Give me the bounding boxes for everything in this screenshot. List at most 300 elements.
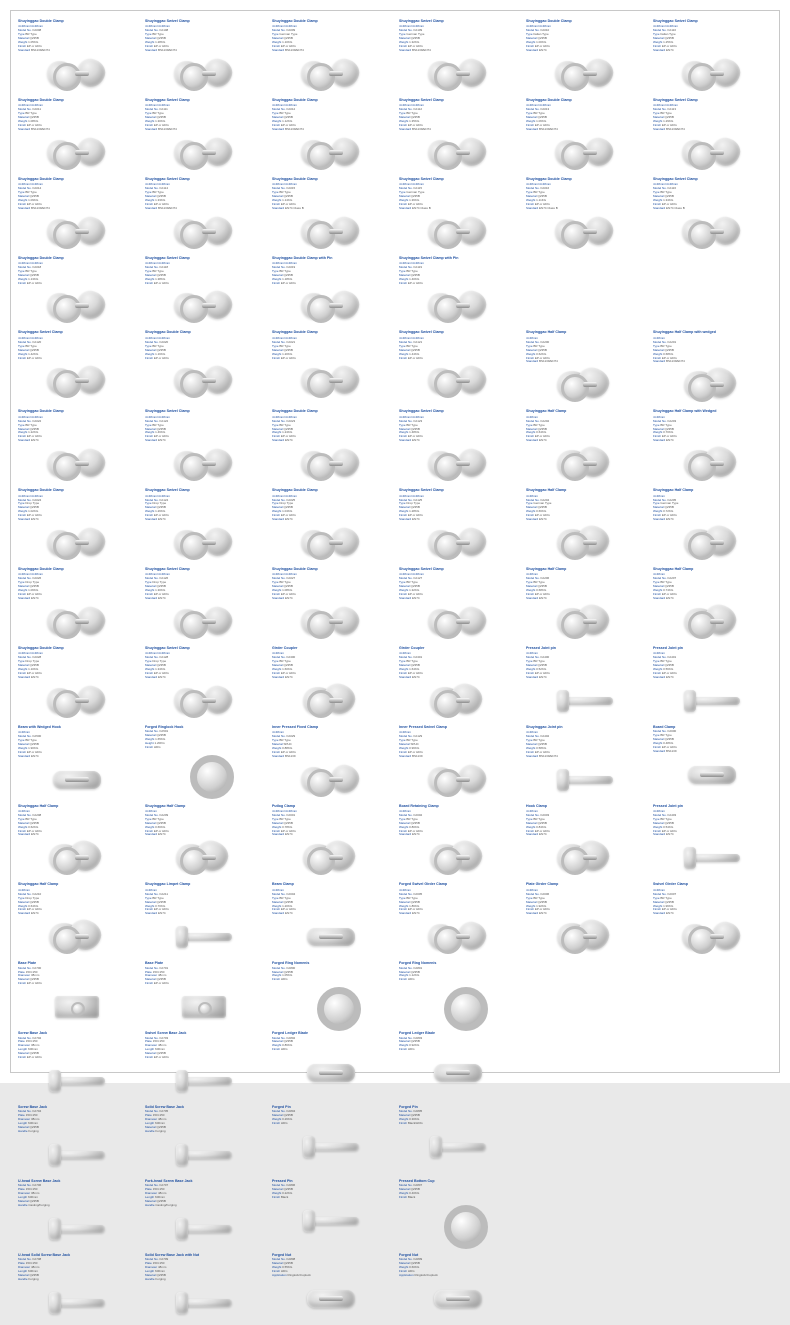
spec-value: BR Type bbox=[152, 343, 164, 348]
spec-key: Material bbox=[526, 36, 537, 41]
product-cell[interactable] bbox=[15, 1103, 140, 1177]
product-cell[interactable] bbox=[15, 96, 140, 175]
product-spec-row bbox=[272, 128, 391, 132]
product-cell[interactable] bbox=[15, 175, 140, 254]
spec-value: Q235B bbox=[156, 193, 166, 198]
product-cell[interactable] bbox=[269, 1029, 394, 1103]
spec-value: 48mm bbox=[158, 1117, 167, 1122]
spec-key: Weight bbox=[526, 197, 536, 202]
spec-key: Material bbox=[272, 426, 283, 431]
spec-key: Standard bbox=[526, 205, 539, 210]
spec-value: BR Type bbox=[406, 111, 418, 116]
product-cell[interactable] bbox=[142, 880, 267, 959]
spec-value: FA403 bbox=[667, 812, 677, 817]
spec-key: Type bbox=[526, 895, 533, 900]
product-cell[interactable] bbox=[523, 644, 648, 723]
spec-key: Type bbox=[526, 111, 533, 116]
product-title: Pressed Joint pin bbox=[653, 803, 683, 808]
spec-key: Type bbox=[18, 580, 25, 585]
product-subtitle: 4×48mm bbox=[526, 887, 539, 892]
product-cell[interactable] bbox=[269, 96, 394, 175]
spec-key: Standard bbox=[272, 911, 285, 916]
product-cell[interactable] bbox=[523, 407, 648, 486]
product-photo bbox=[18, 838, 137, 878]
spec-value: 0.74KG bbox=[663, 588, 674, 593]
product-title: Shuyinggao Half Clamp bbox=[526, 409, 567, 414]
product-cell[interactable] bbox=[15, 802, 140, 881]
product-cell[interactable] bbox=[396, 254, 521, 329]
product-cell[interactable] bbox=[269, 1177, 394, 1251]
spec-key: Finish bbox=[653, 434, 662, 439]
spec-value: 48mm bbox=[158, 973, 167, 978]
product-photo bbox=[653, 444, 772, 484]
spec-value: FA703 bbox=[159, 1035, 169, 1040]
spec-key: Material bbox=[272, 584, 283, 589]
spec-value: EP or HDG bbox=[407, 201, 423, 206]
spec-value: 1.20KG bbox=[282, 351, 293, 356]
product-title: Pressed Pin bbox=[272, 1178, 293, 1183]
product-subtitle: 4×48mm bbox=[526, 572, 539, 577]
product-part-icon bbox=[174, 362, 236, 400]
product-title: Shuyinggao Swivel Clamp bbox=[145, 176, 190, 181]
product-cell[interactable] bbox=[396, 175, 521, 254]
product-cell[interactable] bbox=[269, 644, 394, 723]
product-photo bbox=[18, 523, 137, 563]
spec-value: 1.42KG bbox=[28, 351, 39, 356]
product-spec-list bbox=[272, 187, 391, 210]
product-subtitle: 4×48mm bbox=[526, 651, 539, 656]
product-title: Shuyinggao Joint pin bbox=[526, 724, 563, 729]
spec-value: 150×150 bbox=[25, 1261, 38, 1265]
spec-key: Weight bbox=[526, 588, 536, 593]
spec-key: Type bbox=[18, 343, 25, 348]
product-photo bbox=[145, 751, 264, 791]
product-photo bbox=[526, 602, 645, 642]
product-cell-empty bbox=[650, 959, 775, 1029]
spec-value: BS1139/EN74 bbox=[539, 126, 558, 131]
product-photo bbox=[399, 1279, 518, 1319]
product-photo bbox=[18, 681, 137, 721]
spec-key: Type bbox=[18, 111, 25, 116]
spec-value: EP or HDG bbox=[407, 355, 423, 360]
product-photo bbox=[272, 602, 391, 642]
spec-key: Weight bbox=[18, 40, 28, 45]
product-cell[interactable] bbox=[523, 486, 648, 565]
product-cell[interactable] bbox=[269, 17, 394, 96]
spec-key: Material bbox=[272, 115, 283, 120]
spec-key: Finish bbox=[18, 122, 27, 127]
spec-key: Standard bbox=[653, 595, 666, 600]
product-cell[interactable] bbox=[396, 486, 521, 565]
product-cell[interactable] bbox=[15, 880, 140, 959]
spec-key: Type bbox=[272, 422, 279, 427]
product-cell[interactable] bbox=[650, 644, 775, 723]
spec-value: 150×150 bbox=[25, 1113, 38, 1118]
product-cell[interactable] bbox=[15, 254, 140, 329]
spec-key: Weight bbox=[399, 197, 409, 202]
product-part-icon bbox=[555, 445, 617, 483]
spec-value: 1.14KG bbox=[282, 197, 293, 202]
spec-key: Model No. bbox=[653, 107, 667, 112]
product-spec-row bbox=[272, 439, 391, 443]
spec-value: EP or HDG bbox=[534, 592, 550, 597]
product-cell[interactable] bbox=[523, 328, 648, 407]
product-spec-list bbox=[653, 341, 772, 364]
spec-key: Model No. bbox=[18, 497, 32, 502]
spec-value: Q235B bbox=[283, 505, 293, 510]
product-cell[interactable] bbox=[396, 1103, 521, 1177]
product-cell[interactable] bbox=[650, 565, 775, 644]
product-cell[interactable] bbox=[523, 802, 648, 881]
product-cell[interactable] bbox=[142, 486, 267, 565]
spec-value: 1.24KG bbox=[282, 430, 293, 435]
product-cell[interactable] bbox=[523, 96, 648, 175]
spec-value: Q235B bbox=[29, 115, 39, 120]
product-cell[interactable] bbox=[396, 802, 521, 881]
product-cell[interactable] bbox=[15, 723, 140, 802]
product-part-icon bbox=[174, 287, 236, 325]
product-cell[interactable] bbox=[15, 959, 140, 1029]
product-cell[interactable] bbox=[650, 486, 775, 565]
product-cell[interactable] bbox=[15, 328, 140, 407]
spec-value: BR Type bbox=[660, 733, 672, 737]
spec-key: Finish bbox=[399, 1194, 408, 1199]
spec-key: Weight bbox=[18, 588, 28, 593]
product-subtitle: 4×48mm/4×48mm bbox=[145, 651, 171, 656]
spec-value: 150×150 bbox=[152, 1113, 165, 1118]
spec-key: Finish bbox=[272, 828, 281, 833]
product-cell[interactable] bbox=[396, 959, 521, 1029]
product-cell[interactable] bbox=[142, 17, 267, 96]
product-cell[interactable] bbox=[650, 880, 775, 959]
spec-key: Model No. bbox=[399, 1109, 413, 1114]
product-cell[interactable] bbox=[142, 1103, 267, 1177]
spec-value: FA127 bbox=[413, 576, 423, 581]
spec-key: Model No. bbox=[399, 28, 413, 33]
product-subtitle: 4×48mm/4×48mm bbox=[272, 182, 298, 187]
spec-value: BS1139/EN74 bbox=[285, 126, 304, 131]
product-spec-row bbox=[18, 1278, 137, 1282]
product-cell[interactable] bbox=[15, 1029, 140, 1103]
product-cell[interactable] bbox=[396, 328, 521, 407]
spec-value: 48mm bbox=[158, 1191, 167, 1196]
product-subtitle: 4×48mm/4×48mm bbox=[399, 103, 425, 108]
product-subtitle: 4×48mm bbox=[526, 414, 539, 419]
spec-value: BR Type bbox=[279, 190, 291, 194]
spec-value: EN74 bbox=[158, 517, 166, 522]
product-cell[interactable] bbox=[269, 486, 394, 565]
spec-value: EN74 bbox=[666, 832, 674, 837]
spec-key: Type bbox=[18, 659, 25, 664]
spec-key: Weight bbox=[145, 509, 155, 514]
spec-key: Type bbox=[653, 895, 660, 900]
product-cell[interactable] bbox=[396, 880, 521, 959]
product-cell[interactable] bbox=[650, 328, 775, 407]
product-subtitle: 4×48mm bbox=[399, 730, 412, 735]
spec-key: Model No. bbox=[272, 339, 286, 344]
spec-key: Type bbox=[526, 816, 533, 821]
spec-key: Weight bbox=[526, 824, 536, 829]
product-cell[interactable] bbox=[650, 407, 775, 486]
spec-value: FA026 bbox=[32, 576, 42, 581]
product-photo bbox=[399, 983, 518, 1023]
product-cell[interactable] bbox=[396, 407, 521, 486]
product-spec-list bbox=[272, 1258, 391, 1278]
product-cell[interactable] bbox=[396, 565, 521, 644]
product-title: Base Plate bbox=[18, 961, 37, 966]
product-spec-list bbox=[399, 499, 518, 522]
product-cell[interactable] bbox=[396, 1029, 521, 1103]
product-photo bbox=[272, 983, 391, 1023]
product-cell[interactable] bbox=[15, 17, 140, 96]
spec-value: EP or HDG bbox=[26, 907, 42, 912]
spec-value: FA125 bbox=[413, 497, 423, 502]
spec-value: FA119 bbox=[413, 264, 422, 269]
product-spec-row bbox=[653, 912, 772, 916]
spec-key: Length bbox=[18, 1121, 28, 1126]
product-cell[interactable] bbox=[523, 175, 648, 254]
spec-key: Plate bbox=[145, 1113, 152, 1118]
product-cell[interactable] bbox=[142, 565, 267, 644]
spec-value: 0.70KG bbox=[155, 903, 166, 908]
product-cell[interactable] bbox=[15, 644, 140, 723]
product-cell[interactable] bbox=[269, 175, 394, 254]
product-cell[interactable] bbox=[142, 407, 267, 486]
spec-value: HDG bbox=[407, 977, 415, 982]
product-cell[interactable] bbox=[142, 1029, 267, 1103]
spec-key: Material bbox=[18, 1125, 29, 1130]
product-cell[interactable] bbox=[269, 1251, 394, 1325]
spec-key: Standard bbox=[526, 47, 539, 52]
spec-key: Type bbox=[653, 501, 660, 506]
product-cell[interactable] bbox=[142, 644, 267, 723]
spec-value: EN74 bbox=[666, 911, 674, 916]
product-title: Shuyinggao Double Clamp bbox=[145, 330, 191, 335]
product-photo bbox=[653, 54, 772, 94]
spec-value: BR Type bbox=[152, 422, 164, 427]
product-spec-row bbox=[145, 357, 264, 361]
product-cell[interactable] bbox=[15, 1177, 140, 1251]
spec-key: Weight bbox=[272, 588, 282, 593]
product-title: Shuyinggao Double Clamp bbox=[18, 97, 64, 102]
product-cell[interactable] bbox=[142, 723, 267, 802]
product-part-icon bbox=[555, 366, 617, 404]
spec-key: Model No. bbox=[18, 891, 32, 896]
product-cell[interactable] bbox=[15, 565, 140, 644]
spec-value: HDG bbox=[280, 1047, 288, 1052]
product-cell[interactable] bbox=[396, 644, 521, 723]
spec-value: EP or HDG bbox=[153, 280, 169, 285]
spec-value: Q235B bbox=[156, 272, 166, 277]
spec-value: Q235B bbox=[410, 663, 420, 668]
product-cell[interactable] bbox=[269, 959, 394, 1029]
product-spec-row bbox=[145, 833, 264, 837]
spec-value: EN74 Class B bbox=[412, 205, 431, 210]
product-subtitle: 4×48mm bbox=[272, 730, 285, 735]
product-part-icon bbox=[47, 524, 109, 562]
product-cell[interactable] bbox=[523, 880, 648, 959]
product-cell[interactable] bbox=[142, 1251, 267, 1325]
product-spec-list bbox=[526, 420, 645, 443]
product-cell[interactable] bbox=[269, 565, 394, 644]
spec-value: FA025 bbox=[286, 497, 296, 502]
product-part-icon bbox=[428, 362, 490, 400]
product-cell[interactable] bbox=[142, 802, 267, 881]
spec-value: EN74 bbox=[31, 911, 39, 916]
spec-key: Type bbox=[272, 343, 279, 348]
spec-value: EP or HDG bbox=[661, 670, 677, 675]
spec-key: Finish bbox=[272, 1121, 281, 1126]
product-cell[interactable] bbox=[142, 959, 267, 1029]
spec-key: Model No. bbox=[399, 264, 413, 269]
product-spec-list bbox=[145, 577, 264, 600]
spec-key: Standard bbox=[653, 359, 666, 364]
spec-value: Ringlock/Cuplock bbox=[287, 1272, 311, 1277]
spec-value: FA803 bbox=[413, 1035, 423, 1040]
spec-key: Standard bbox=[653, 674, 666, 679]
spec-value: FA402 bbox=[540, 734, 550, 739]
product-subtitle: 4×48mm bbox=[145, 887, 158, 892]
product-title: Shuyinggao Swivel Clamp bbox=[18, 330, 63, 335]
spec-value: FA704 bbox=[32, 1109, 42, 1114]
product-cell[interactable] bbox=[142, 96, 267, 175]
spec-key: Weight bbox=[653, 118, 663, 123]
product-cell[interactable] bbox=[396, 1177, 521, 1251]
spec-key: Weight bbox=[272, 40, 282, 45]
product-cell[interactable] bbox=[269, 328, 394, 407]
product-cell[interactable] bbox=[523, 565, 648, 644]
spec-value: 1.06KG bbox=[536, 118, 547, 123]
product-subtitle: 4×48mm bbox=[526, 808, 539, 813]
spec-value: Q235B bbox=[283, 1039, 293, 1044]
product-photo bbox=[399, 1053, 518, 1093]
spec-key: Material bbox=[526, 584, 537, 589]
product-cell-empty bbox=[650, 254, 775, 329]
spec-value: German Type bbox=[406, 32, 425, 37]
spec-value: EP or HDG bbox=[153, 434, 169, 439]
spec-value: EN74 bbox=[666, 595, 674, 600]
spec-key: Weight bbox=[653, 903, 663, 908]
product-part-icon bbox=[174, 682, 236, 720]
spec-value: Drop Type bbox=[279, 501, 294, 506]
spec-key: Type bbox=[272, 895, 279, 900]
spec-key: Material bbox=[145, 733, 156, 737]
product-photo bbox=[272, 1279, 391, 1319]
product-subtitle: 4×48mm bbox=[272, 887, 285, 892]
spec-value: German Type bbox=[660, 501, 679, 506]
product-spec-row bbox=[399, 912, 518, 916]
product-photo bbox=[653, 602, 772, 642]
product-spec-row bbox=[272, 1048, 391, 1052]
product-spec-list bbox=[18, 814, 137, 837]
product-cell[interactable] bbox=[396, 96, 521, 175]
product-cell[interactable] bbox=[396, 1251, 521, 1325]
product-cell[interactable] bbox=[269, 880, 394, 959]
product-part-icon bbox=[47, 1210, 109, 1248]
product-cell-empty bbox=[523, 254, 648, 329]
product-spec-list bbox=[526, 29, 645, 52]
product-cell[interactable] bbox=[15, 486, 140, 565]
product-cell[interactable] bbox=[142, 175, 267, 254]
product-subtitle: 4×48mm bbox=[399, 887, 412, 892]
product-photo bbox=[399, 1201, 518, 1241]
product-cell[interactable] bbox=[15, 1251, 140, 1325]
product-photo bbox=[399, 602, 518, 642]
spec-key: Type bbox=[272, 32, 279, 37]
product-subtitle: 4×48mm/4×48mm bbox=[18, 103, 44, 108]
product-cell[interactable] bbox=[523, 723, 648, 802]
spec-value: 0.68KG bbox=[663, 351, 674, 356]
product-cell[interactable] bbox=[650, 175, 775, 254]
product-spec-list bbox=[399, 1184, 518, 1200]
product-part-icon bbox=[301, 213, 363, 251]
product-spec-row bbox=[145, 128, 264, 132]
product-cell[interactable] bbox=[269, 802, 394, 881]
spec-key: Weight bbox=[272, 509, 282, 514]
product-cell[interactable] bbox=[269, 407, 394, 486]
spec-value: Q235B bbox=[537, 741, 547, 746]
spec-key: Material bbox=[272, 1187, 283, 1192]
spec-value: 150×150 bbox=[25, 969, 38, 974]
product-cell[interactable] bbox=[269, 1103, 394, 1177]
product-cell[interactable] bbox=[650, 17, 775, 96]
spec-key: Finish bbox=[526, 44, 535, 49]
product-cell[interactable] bbox=[269, 254, 394, 329]
spec-key: Model No. bbox=[399, 1183, 413, 1188]
product-cell[interactable] bbox=[523, 17, 648, 96]
spec-key: Material bbox=[18, 1198, 29, 1203]
spec-key: Weight bbox=[18, 351, 28, 356]
product-part-icon bbox=[301, 1128, 363, 1166]
spec-value: Q235B bbox=[156, 347, 166, 352]
spec-value: EN74 bbox=[31, 438, 39, 443]
spec-value: Drop Type bbox=[25, 895, 40, 900]
product-spec-list bbox=[18, 341, 137, 361]
product-cell[interactable] bbox=[15, 407, 140, 486]
spec-key: Weight bbox=[653, 40, 663, 45]
product-cell[interactable] bbox=[142, 328, 267, 407]
spec-value: FA706 bbox=[32, 1183, 42, 1188]
product-cell[interactable] bbox=[396, 17, 521, 96]
product-cell[interactable] bbox=[650, 96, 775, 175]
product-cell[interactable] bbox=[650, 723, 775, 802]
product-cell[interactable] bbox=[396, 723, 521, 802]
spec-key: Finish bbox=[18, 828, 27, 833]
product-subtitle: 4×48mm bbox=[653, 887, 666, 892]
spec-key: Standard bbox=[399, 47, 412, 52]
product-spec-row bbox=[653, 597, 772, 601]
spec-value: Casting/Forging bbox=[155, 1202, 177, 1207]
product-title: Forged Ledger Blade bbox=[272, 1031, 308, 1036]
spec-value: 0.52KG bbox=[536, 666, 547, 671]
spec-value: 0.62KG bbox=[536, 351, 547, 356]
product-spec-row bbox=[272, 978, 391, 982]
product-cell[interactable] bbox=[269, 723, 394, 802]
spec-value: 1.18KG bbox=[282, 276, 293, 281]
spec-key: Weight bbox=[272, 745, 282, 750]
product-cell[interactable] bbox=[142, 254, 267, 329]
spec-key: Finish bbox=[399, 44, 408, 49]
spec-key: Handle bbox=[18, 1276, 28, 1281]
spec-key: Type bbox=[272, 501, 279, 506]
spec-key: Material bbox=[526, 663, 537, 668]
product-cell[interactable] bbox=[142, 1177, 267, 1251]
product-part-icon bbox=[47, 55, 109, 93]
spec-key: Weight bbox=[399, 1117, 409, 1122]
spec-value: 1.05KG bbox=[282, 973, 293, 978]
product-cell[interactable] bbox=[650, 802, 775, 881]
spec-value: FA013 bbox=[540, 107, 550, 112]
